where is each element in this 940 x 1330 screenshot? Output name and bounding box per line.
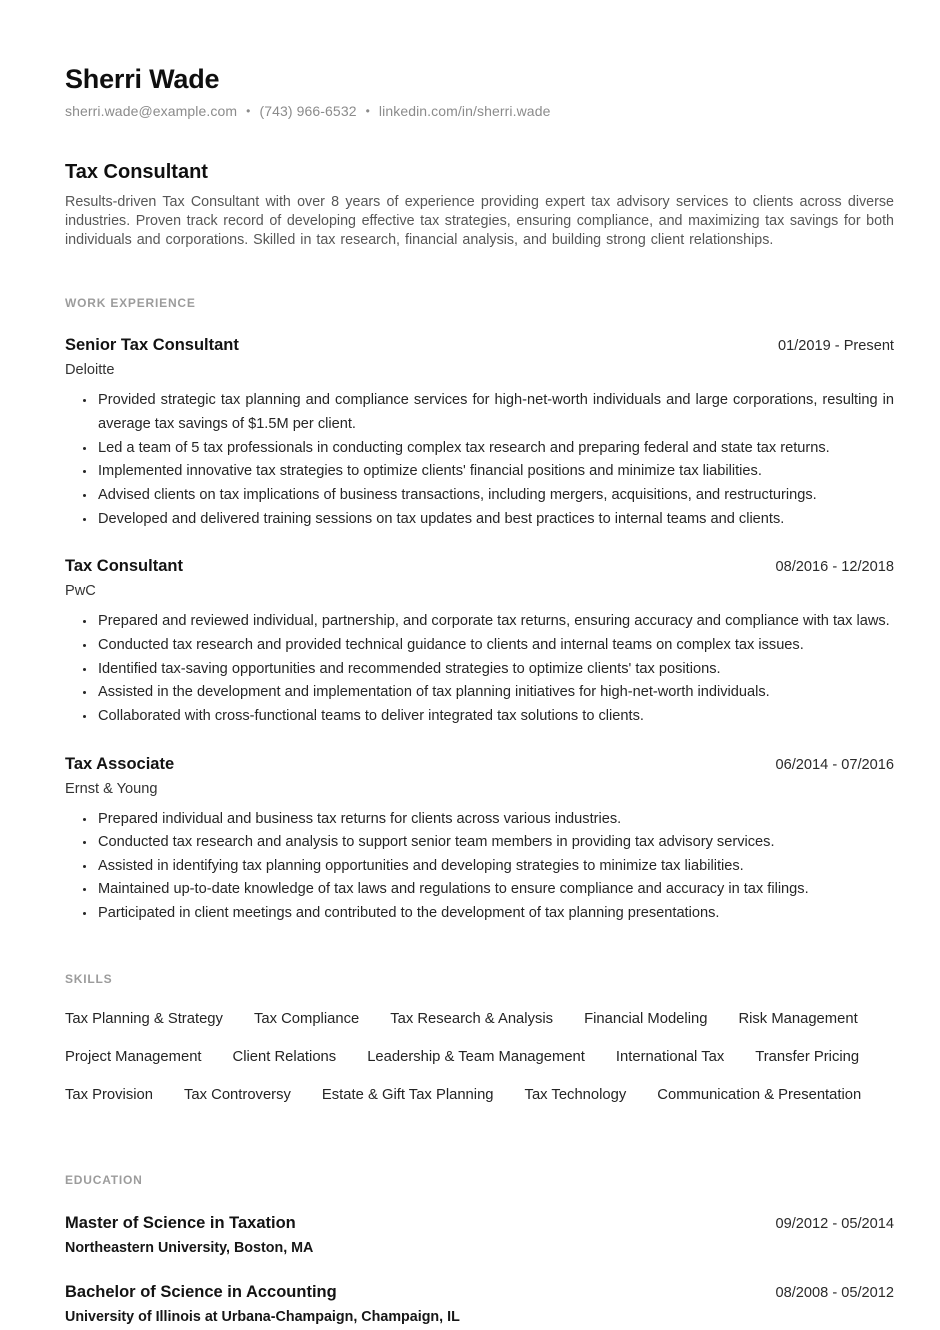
job-header-row [65,755,894,774]
job-company: Deloitte [65,362,115,379]
skill-item: Transfer Pricing [755,1048,860,1065]
education-entry [65,1214,894,1256]
education-entry [65,1283,894,1325]
job-bullet: • Prepared and reviewed individual, partnership, and corporate tax returns, ensuring accuracy and compliance with tax laws. [96,610,894,634]
contact-line [65,103,894,119]
job-company: Ernst & Young [65,780,158,797]
skill-item: Tax Planning & Strategy [65,1010,223,1027]
job-bullet: • Advised clients on tax implications of business transactions, including mergers, acquisitions, and restructurings. [96,484,894,508]
education-school: Northeastern University, Boston, MA [65,1239,314,1256]
education-dates: 09/2012 - 05/2014 [775,1215,894,1232]
person-name: Sherri Wade [65,64,220,94]
job-bullet: • Assisted in the development and implementation of tax planning initiatives for high-net-worth individuals. [96,681,894,705]
education-header-row [65,1214,894,1233]
skill-item: Estate & Gift Tax Planning [321,1086,494,1103]
skill-item: Risk Management [738,1010,858,1027]
work-experience-section [65,296,894,925]
skill-item: Leadership & Team Management [367,1048,585,1065]
education-header-row [65,1283,894,1302]
job-bullets [65,610,894,728]
job-bullet: • Led a team of 5 tax professionals in conducting complex tax research and preparing federal and state tax returns. [96,437,894,461]
skill-item: Financial Modeling [584,1010,708,1027]
contact-email: sherri.wade@example.com [65,103,238,119]
job-dates: 06/2014 - 07/2016 [775,756,894,773]
bullet-separator: • [246,104,251,118]
job-bullet: • Participated in client meetings and contributed to the development of tax planning presentations. [96,902,894,926]
job-entry [65,557,894,728]
skills-section-label: SKILLS [65,971,113,986]
job-title: Tax Consultant [65,557,183,576]
job-bullet: • Collaborated with cross-functional teams to deliver integrated tax solutions to clients. [96,705,894,729]
job-title: Senior Tax Consultant [65,336,239,355]
skill-item: Client Relations [232,1048,337,1065]
education-dates: 08/2008 - 05/2012 [775,1284,894,1301]
skill-item: Tax Controversy [184,1086,291,1103]
job-dates: 08/2016 - 12/2018 [775,559,894,576]
education-section [65,1173,894,1325]
skill-item: Tax Research & Analysis [390,1010,554,1027]
resume-header [65,64,894,119]
skill-item: Project Management [65,1048,202,1065]
job-header-row [65,336,894,355]
contact-linkedin: linkedin.com/in/sherri.wade [378,103,551,119]
job-bullet: • Conducted tax research and provided technical guidance to clients and internal teams on complex tax issues. [96,634,894,658]
profile-section [65,161,894,250]
skill-item: Tax Compliance [253,1010,360,1027]
job-bullet: • Maintained up-to-date knowledge of tax laws and regulations to ensure compliance and accuracy in tax filings. [96,878,894,902]
bullet-separator: • [365,104,370,118]
job-bullet: • Developed and delivered training sessions on tax updates and best practices to internal teams and clients. [96,508,894,532]
job-bullet: • Identified tax-saving opportunities and recommended strategies to optimize clients' tax positions. [96,658,894,682]
jobs-list [65,336,894,925]
job-entry [65,755,894,926]
job-entry [65,336,894,531]
job-bullet: • Conducted tax research and analysis to support senior team members in providing tax advisory services. [96,831,894,855]
job-title: Tax Associate [65,754,175,773]
skills-section [65,972,894,1103]
job-company: PwC [65,583,96,600]
job-dates: 01/2019 - Present [777,338,894,355]
work-experience-section-label: WORK EXPERIENCE [65,296,196,311]
education-section-label: EDUCATION [65,1172,143,1187]
skill-item: Tax Provision [65,1086,153,1103]
skill-item: Tax Technology [524,1086,627,1103]
job-bullet: • Assisted in identifying tax planning opportunities and developing strategies to minimize tax liabilities. [96,855,894,879]
profile-summary: Results-driven Tax Consultant with over 8 years of experience providing expert tax advisory services to clients across diverse industries. Proven track record of developing effective tax strategies, ensuring compliance, and maximizing tax savings for both individuals and corporations. Skilled in tax research, financial analysis, and building strong client relationships. [65,194,894,249]
profile-title: Tax Consultant [65,161,208,183]
job-bullet: • Implemented innovative tax strategies to optimize clients' financial positions and minimize tax liabilities. [96,460,894,484]
skill-item: International Tax [615,1048,725,1065]
job-bullet: • Provided strategic tax planning and compliance services for high-net-worth individuals and large corporations, resulting in average tax savings of $1.5M per client. [96,389,894,436]
job-bullets [65,808,894,926]
job-bullet: • Prepared individual and business tax returns for clients across various industries. [96,808,894,832]
education-school: University of Illinois at Urbana-Champaign, Champaign, IL [65,1308,460,1325]
skill-item: Communication & Presentation [657,1086,862,1103]
job-header-row [65,557,894,576]
education-list [65,1214,894,1325]
job-bullets [65,389,894,531]
skills-list [65,1011,894,1103]
education-degree: Master of Science in Taxation [65,1213,296,1232]
contact-phone: (743) 966-6532 [259,103,357,119]
education-degree: Bachelor of Science in Accounting [65,1282,337,1301]
